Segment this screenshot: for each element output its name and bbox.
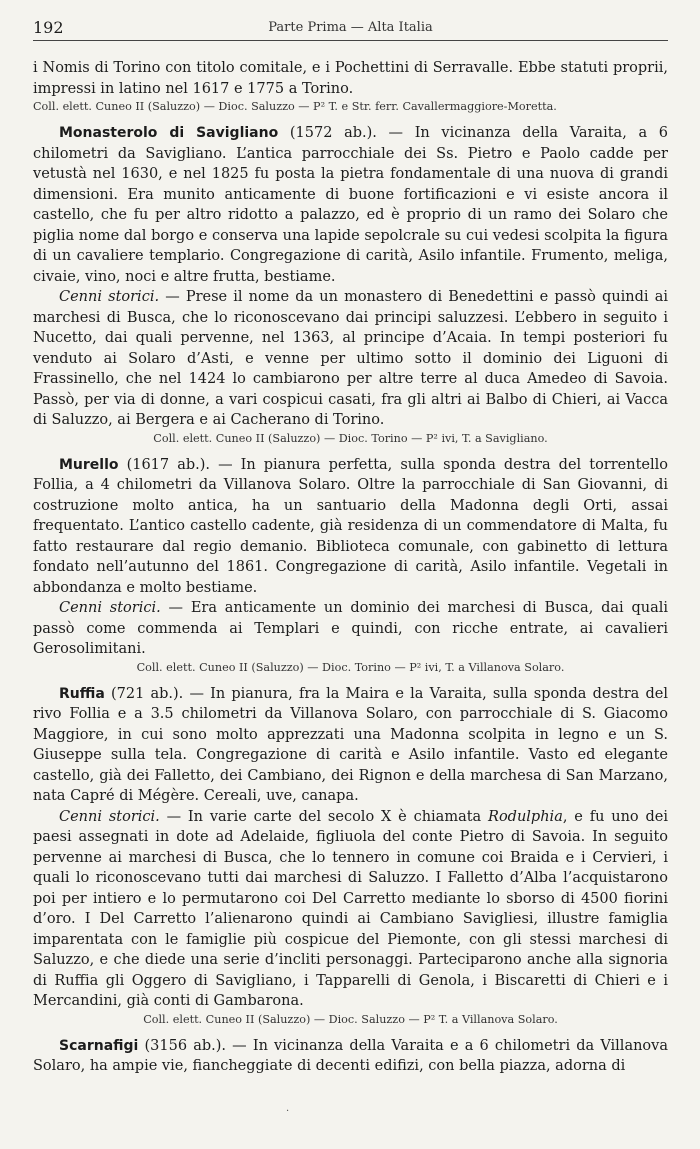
ruffia-description [33,684,668,807]
murello-cenni-text: — Era anticamente un dominio dei marchesi di Busca, dai quali passò come commenda ai Templari e quindi, con ricche entrate, ai cavalieri Gerosolimitani. [33,600,668,657]
ruffia-cenni-text-a: — In varie carte del secolo X è chiamata [159,808,489,825]
scarnafigi-name: Scarnafigi [59,1037,139,1054]
scarnafigi-description [33,1036,668,1077]
page-body [33,58,668,1077]
intro-paragraph: i Nomis di Torino con titolo comitale, e i Pochettini di Serravalle. Ebbe statuti proprii, impressi in latino nel 1617 e 1775 a Torino. [33,60,668,97]
ruffia-name: Ruffia [59,685,105,702]
monasterolo-note: Coll. elett. Cuneo II (Saluzzo) — Dioc. Torino — P² ivi, T. a Savigliano. [153,431,548,445]
monasterolo-desc-text: (1572 ab.). — In vicinanza della Varaita, a 6 chilometri da Savigliano. L’antica parrocchiale dei Ss. Pietro e Paolo cadde per vetustà nel 1630, e nel 1825 fu posta la pietra fondamentale di una nuova di grandi dimensioni. Era munito anticamente di buone fortificazioni e vi esiste ancora il castello, che fu per altro ridotto a palazzo, ed è proprio di un ramo dei Solaro che piglia nome dal borgo e conserva una lapide sepolcrale su cui vedesi scolpita la figura di un cavaliere templario. Congregazione di carità, Asilo infantile. Frumento, meliga, civaie, vino, noci e altre frutta, bestiame. [33,125,668,285]
page-number: 192 [33,18,64,37]
monasterolo-cenni-label: Cenni storici. [59,289,160,305]
running-title: Parte Prima — Alta Italia [268,20,433,35]
monasterolo-description [33,123,668,287]
monasterolo-history [33,287,668,431]
monasterolo-cenni-text: — Prese il nome da un monastero di Benedettini e passò quindi ai marchesi di Busca, che lo riconoscevano dai principi saluzzesi. L’ebbero in seguito i Nucetto, dai quali pervenne, nel 1363, al principe d’Acaia. In tempi posteriori fu venduto ai Solaro d’Asti, e venne per ultimo sotto il dominio dei Liguoni di Frassinello, che nel 1424 lo cambiarono per altre terre al duca Amedeo di Savoia. Passò, per via di donne, a vari cospicui casati, fra gli altri ai Balbo di Chieri, ai Vacca di Saluzzo, ai Bergera e ai Cacherano di Torino. [33,289,668,428]
entry-monasterolo [33,123,668,447]
ruffia-rodulphia: Rodulphia [488,808,563,825]
entry-scarnafigi [33,1036,668,1077]
ruffia-history [33,807,668,1012]
ruffia-note: Coll. elett. Cuneo II (Saluzzo) — Dioc. Saluzzo — P² T. a Villanova Solaro. [143,1012,558,1026]
murello-desc-text: (1617 ab.). — In pianura perfetta, sulla sponda destra del torrentello Follia, a 4 chilometri da Villanova Solaro. Oltre la parrocchiale di San Giovanni, di costruzione molto antica, ha un santuario della Madonna degli Orti, assai frequentato. L’antico castello cadente, già residenza di un commendatore di Malta, fu fatto restaurare dal regio demanio. Biblioteca comunale, con gabinetto di lettura fondato nell’autunno del 1861. Congregazione di carità, Asilo infantile. Vegetali in abbondanza e molto bestiame. [33,456,668,596]
murello-cenni-label: Cenni storici. [59,600,161,616]
print-speck: · [286,1106,290,1117]
intro-note: Coll. elett. Cuneo II (Saluzzo) — Dioc. Saluzzo — P² T. e Str. ferr. Cavallermaggiore-Moretta. [33,100,557,113]
page-header [33,14,668,41]
monasterolo-name: Monasterolo di Savigliano [59,125,279,141]
ruffia-desc-text: (721 ab.). — In pianura, fra la Maira e la Varaita, sulla sponda destra del rivo Follia e a 3.5 chilometri da Villanova Solaro, con parrocchiale di S. Giacomo Maggiore, in cui sono molto apprezzati una Madonna scolpita in legno e un S. Giuseppe sulla tela. Congregazione di carità e Asilo infantile. Vasto ed elegante castello, già dei Falletto, dei Cambiano, dei Rignon e della marchesa di San Marzano, nata Capré di Mégère. Cereali, uve, canapa. [33,685,668,804]
murello-history [33,598,668,660]
murello-name: Murello [59,456,119,473]
entry-ruffia [33,684,668,1028]
scarnafigi-desc-text: (3156 ab.). — In vicinanza della Varaita e a 6 chilometri da Villanova Solaro, ha ampie vie, fiancheggiate di decenti edifizi, con bella piazza, adorna di [33,1037,668,1074]
ruffia-cenni-label: Cenni storici. [59,808,160,825]
entry-murello [33,455,668,676]
murello-note: Coll. elett. Cuneo II (Saluzzo) — Dioc. Torino — P² ivi, T. a Villanova Solaro. [136,660,565,674]
ruffia-cenni-text-b: , e fu uno dei paesi assegnati in dote ad Adelaide, figliuola del conte Pietro di Savoia. In seguito pervenne ai marchesi di Busca, che lo tennero in comune coi Braida e i Cervieri, i quali lo riconoscevano tutti dai marchesi di Saluzzo. I Falletto d’Alba l’acquistarono poi per intiero e lo permutarono coi Del Carretto mediante lo sborso di 4500 fiorini d’oro. I Del Carretto l’alienarono quindi ai Cambiano Savigliesi, illustre famiglia imparentata con le famiglie più cospicue del Piemonte, con gli stessi marchesi di Saluzzo, e che diede una serie d’incliti personaggi. Parteciparono anche alla signoria di Ruffia gli Oggero di Savigliano, i Tapparelli di Genola, i Biscaretti di Chieri e i Mercandini, già conti di Gambarona. [33,808,668,1009]
murello-description [33,455,668,599]
